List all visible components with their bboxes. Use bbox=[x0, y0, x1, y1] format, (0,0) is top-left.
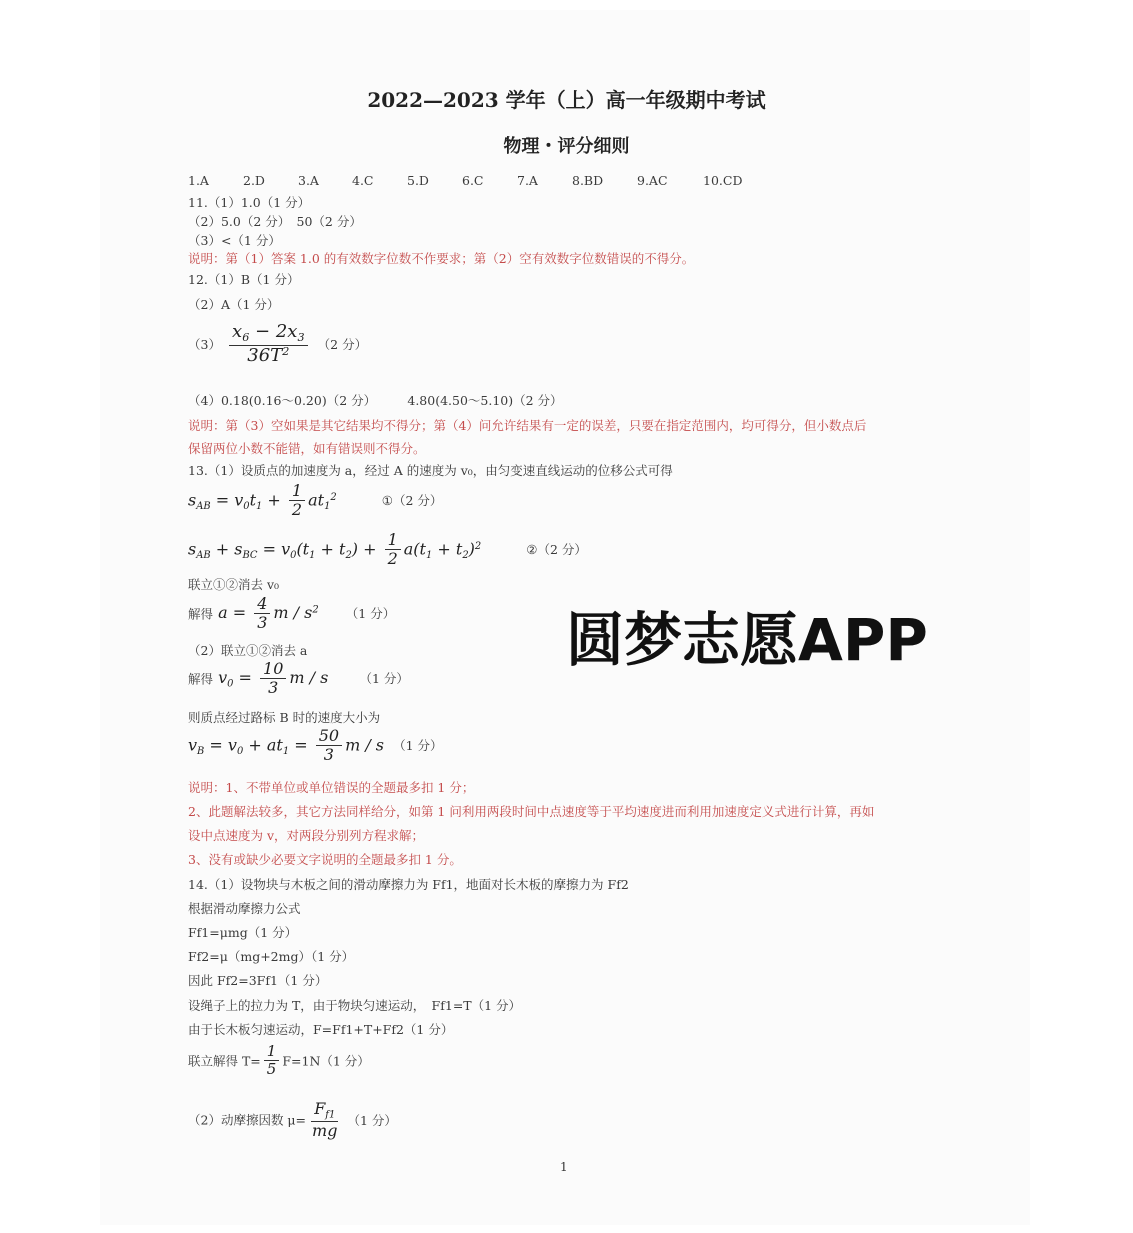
q12-note-1: 说明：第（3）空如果是其它结果均不得分；第（4）问允许结果有一定的误差，只要在指定范围内，均可得分，但小数点后 bbox=[188, 418, 867, 433]
mc-answer: 10.CD bbox=[703, 173, 743, 188]
q13-line-1: 13.（1）设质点的加速度为 a，经过 A 的速度为 v₀，由匀变速直线运动的位移公式可得 bbox=[188, 463, 673, 478]
q13-note-3: 设中点速度为 v，对两段分别列方程求解； bbox=[188, 828, 425, 843]
q13-elim-v0: 联立①②消去 v₀ bbox=[188, 577, 280, 592]
q11-line-3: （3）<（1 分） bbox=[188, 233, 281, 248]
q13-note-4: 3、没有或缺少必要文字说明的全题最多扣 1 分。 bbox=[188, 852, 462, 867]
acceleration-fraction: $\frac{x_6 - 2x_3}{36T^2}$ bbox=[229, 322, 308, 367]
page-number: 1 bbox=[560, 1160, 568, 1174]
mc-answer: 4.C bbox=[352, 173, 374, 188]
mc-answer: 5.D bbox=[407, 173, 429, 188]
mc-answer: 1.A bbox=[188, 173, 209, 188]
q14-line-7: 由于长木板匀速运动，F=Ff1+T+Ff2（1 分） bbox=[188, 1022, 454, 1037]
q13-equation-1: $s_{AB} = v_0t_1$ + $\frac{1}{2}$ $at_1^2$ ①（2 分） bbox=[188, 481, 443, 520]
mc-answer: 3.A bbox=[298, 173, 319, 188]
q14-line-2: 根据滑动摩擦力公式 bbox=[188, 901, 301, 916]
exam-title: 2022—2023 学年（上）高一年级期中考试 bbox=[367, 88, 766, 112]
q14-line-1: 14.（1）设物块与木板之间的滑动摩擦力为 Ff1，地面对长木板的摩擦力为 Ff2 bbox=[188, 877, 629, 892]
q14-line-8: 联立解得 T= $\frac{1}{5}$ F=1N（1 分） bbox=[188, 1042, 370, 1079]
q12-note-2: 保留两位小数不能错，如有错误则不得分。 bbox=[188, 441, 426, 456]
q11-line-1: 11.（1）1.0（1 分） bbox=[188, 195, 311, 210]
q14-line-5: 因此 Ff2=3Ff1（1 分） bbox=[188, 973, 328, 988]
q14-line-9: （2）动摩擦因数 μ= $\frac{F_{f1}}{mg}$ （1 分） bbox=[188, 1099, 397, 1140]
q13-vb-text: 则质点经过路标 B 时的速度大小为 bbox=[188, 710, 381, 725]
q13-note-1: 说明：1、不带单位或单位错误的全题最多扣 1 分； bbox=[188, 780, 475, 795]
mc-answer: 2.D bbox=[243, 173, 265, 188]
q14-line-6: 设绳子上的拉力为 T，由于物块匀速运动， Ff1=T（1 分） bbox=[188, 998, 522, 1013]
q14-line-3: Ff1=μmg（1 分） bbox=[188, 925, 298, 940]
q13-elim-a: （2）联立①②消去 a bbox=[188, 643, 308, 658]
q12-line-4: （4）0.18(0.16～0.20)（2 分） 4.80(4.50～5.10)（2 分） bbox=[188, 393, 563, 408]
watermark-text: 圆梦志愿APP bbox=[566, 606, 928, 674]
q11-line-2: （2）5.0（2 分） 50（2 分） bbox=[188, 214, 362, 229]
mc-answer: 7.A bbox=[517, 173, 538, 188]
q13-equation-2: $s_{AB} + s_{BC} = v_0(t_1 + t_2)$ + $\frac{1}{2}$ $a(t_1 + t_2)^2$ ②（2 分） bbox=[188, 530, 587, 569]
mc-answer: 6.C bbox=[462, 173, 484, 188]
mc-answer: 8.BD bbox=[572, 173, 604, 188]
q12-line-2: （2）A（1 分） bbox=[188, 297, 280, 312]
q13-note-2: 2、此题解法较多，其它方法同样给分，如第 1 问利用两段时间中点速度等于平均速度进而利用加速度定义式进行计算，再如 bbox=[188, 804, 875, 819]
exam-subtitle: 物理・评分细则 bbox=[503, 136, 630, 157]
q13-vb-equation: $v_B = v_0 + at_1$ = $\frac{50}{3}$ m / s （1 分） bbox=[188, 726, 443, 765]
q12-line-1: 12.（1）B（1 分） bbox=[188, 272, 300, 287]
q13-solve-v0: 解得 $v_0$ = $\frac{10}{3}$ m / s （1 分） bbox=[188, 659, 409, 698]
q12-formula: （3） $\frac{x_6 - 2x_3}{36T^2}$ （2 分） bbox=[188, 321, 368, 366]
q11-note: 说明：第（1）答案 1.0 的有效数字位数不作要求；第（2）空有效数字位数错误的不得分。 bbox=[188, 251, 695, 266]
q13-solve-a: 解得 a = $\frac{4}{3}$ m / $s^2$ （1 分） bbox=[188, 594, 396, 633]
mc-answer: 9.AC bbox=[637, 173, 668, 188]
q14-line-4: Ff2=μ（mg+2mg）（1 分） bbox=[188, 949, 355, 964]
